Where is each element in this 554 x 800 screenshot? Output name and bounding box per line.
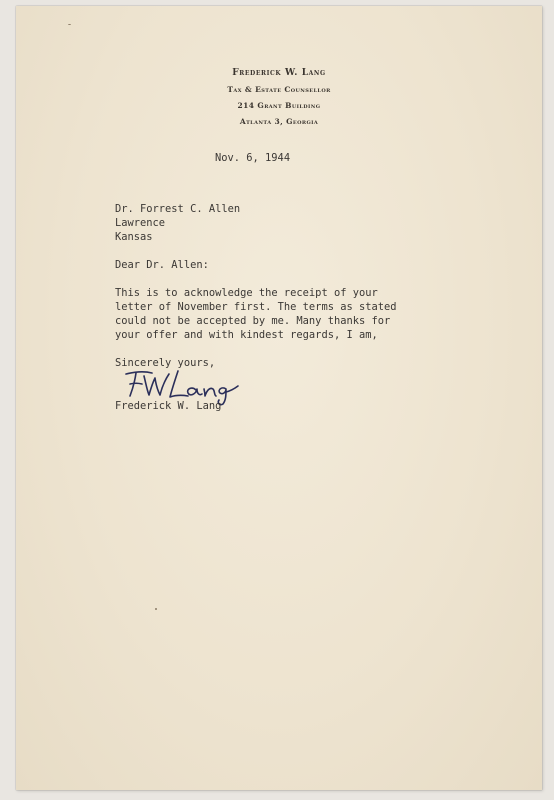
paper-speck bbox=[68, 24, 71, 25]
typed-signature-name: Frederick W. Lang bbox=[115, 400, 222, 412]
letterhead-address: 214 Grant Building bbox=[237, 101, 321, 110]
body-line: This is to acknowledge the receipt of your bbox=[115, 287, 378, 299]
body-line: could not be accepted by me. Many thanks for bbox=[115, 315, 391, 327]
letter-date: Nov. 6, 1944 bbox=[215, 152, 291, 164]
recipient-state: Kansas bbox=[115, 231, 153, 243]
body-line: letter of November first. The terms as stated bbox=[115, 301, 397, 313]
letter-sheet bbox=[16, 6, 542, 790]
salutation: Dear Dr. Allen: bbox=[115, 259, 209, 271]
closing: Sincerely yours, bbox=[115, 357, 216, 369]
letterhead-name: Frederick W. Lang bbox=[232, 68, 326, 78]
recipient-city: Lawrence bbox=[115, 217, 166, 229]
recipient-name: Dr. Forrest C. Allen bbox=[115, 203, 241, 215]
paper-speck bbox=[155, 608, 157, 610]
letterhead-title: Tax & Estate Counsellor bbox=[227, 85, 331, 94]
body-line: your offer and with kindest regards, I am, bbox=[115, 329, 378, 341]
letterhead-city: Atlanta 3, Georgia bbox=[239, 117, 319, 126]
